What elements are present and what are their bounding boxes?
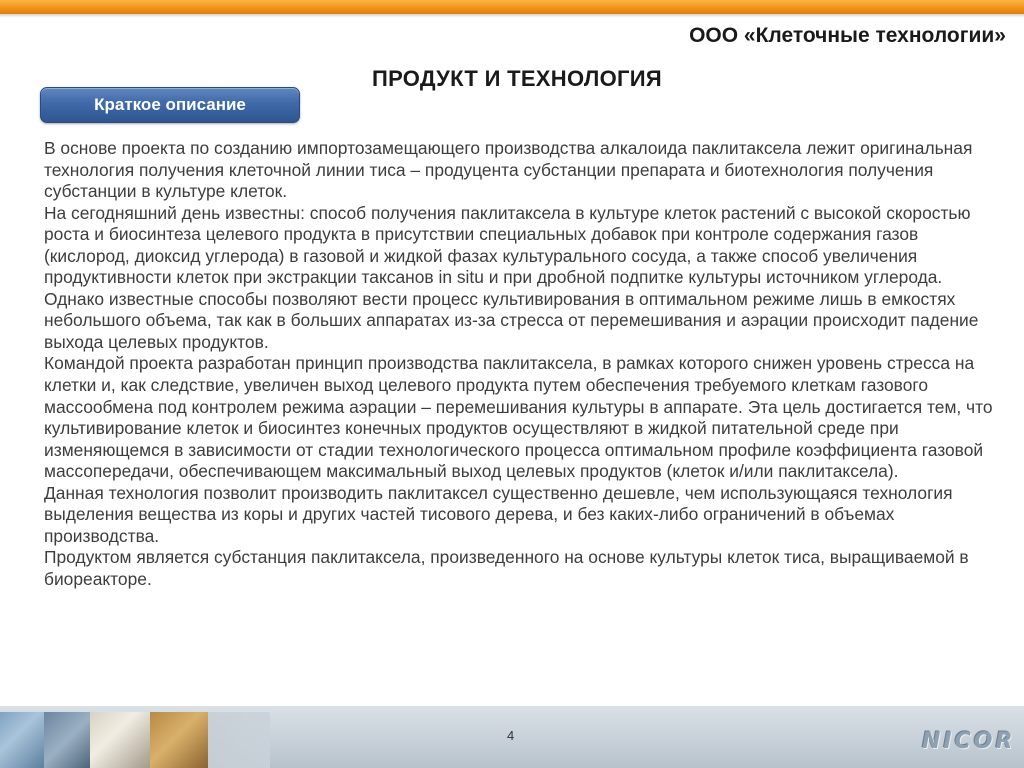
- footer-photo-image: [44, 712, 90, 768]
- section-tab: [40, 87, 300, 123]
- footer-photo-image: [208, 712, 270, 768]
- footer-photo-image: [150, 712, 208, 768]
- slide-title: ПРОДУКТ И ТЕХНОЛОГИЯ: [372, 66, 662, 91]
- section-tab-label: Краткое описание: [94, 95, 246, 114]
- company-name: ООО «Клеточные технологии»: [689, 24, 1006, 47]
- body-paragraph: Данная технология позволит производить паклитаксел существенно дешевле, чем использующаяся технология выделения вещества из коры и других частей тисового дерева, и без каких-либо ограничений в объемах производства.: [44, 482, 953, 546]
- nicor-logo: NICOR: [922, 729, 1016, 754]
- footer-photo-image: [0, 712, 44, 768]
- body-paragraph: На сегодняшний день известны: способ получения паклитаксела в культуре клеток растений с высокой скоростью роста и биосинтеза целевого продукта в присутствии специальных добавок при контроле содержания газов (кислород, диоксид углерода) в газовой и жидкой фазах культурального сосуда, а также способ увеличения продуктивности клеток при экстракции таксанов in situ и при дробной подпитке культуры источником углерода. Однако известные способы позволяют вести процесс культивирования в оптимальном режиме лишь в емкостях небольшого объема, так как в больших аппаратах из-за стресса от перемешивания и аэрации происходит падение выхода целевых продуктов.: [44, 202, 979, 352]
- page-number: 4: [507, 728, 515, 743]
- top-divider-line: [0, 14, 1024, 17]
- body-text: [44, 138, 994, 590]
- footer-photo-image: [90, 712, 150, 768]
- body-paragraph: В основе проекта по созданию импортозамещающего производства алкалоида паклитаксела лежит оригинальная технология получения клеточной линии тиса – продуцента субстанции препарата и биотехнология получения субстанции в культуре клеток.: [44, 138, 973, 202]
- top-accent-bar: [0, 0, 1024, 14]
- body-paragraph: Командой проекта разработан принцип производства паклитаксела, в рамках которого снижен уровень стресса на клетки и, как следствие, увеличен выход целевого продукта путем обеспечения требуемого клеткам газового массообмена под контролем режима аэрации – перемешивания культуры в аппарате. Эта цель достигается тем, что культивирование клеток и биосинтез конечных продуктов осуществляют в жидкой питательной среде при изменяющемся в зависимости от стадии технологического процесса оптимальном профиле коэффициента газовой массопередачи, обеспечивающем максимальный выход целевых продуктов (клеток и/или паклитаксела).: [44, 353, 993, 482]
- footer-photo-strip: [0, 712, 270, 768]
- body-paragraph: Продуктом является субстанция паклитаксела, произведенного на основе культуры клеток тиса, выращиваемой в биореакторе.: [44, 547, 969, 589]
